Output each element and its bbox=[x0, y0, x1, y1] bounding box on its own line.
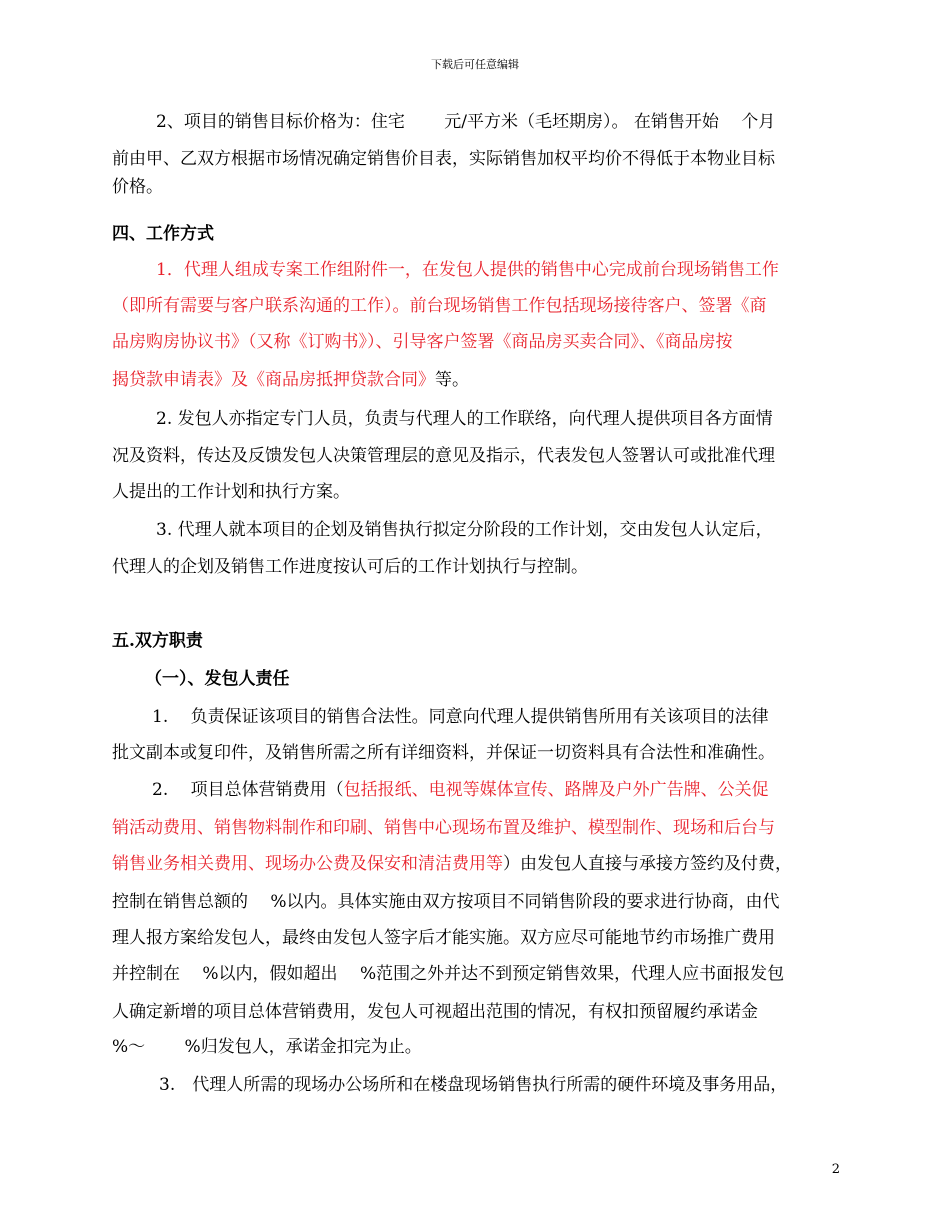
text-segment: 1. 负责保证该项目的销售合法性。同意向代理人提供销售所用有关该项目的法律 bbox=[152, 707, 769, 727]
text-segment: 2. 项目总体营销费用（ bbox=[152, 780, 344, 800]
highlighted-text: 1．代理人组成专案工作组附件一，在发包人提供的销售中心完成前台现场销售工作 bbox=[156, 260, 779, 280]
text-line bbox=[112, 892, 852, 912]
text-segment: 况及资料，传达及反馈发包人决策管理层的意见及指示，代表发包人签署认可或批准代理 bbox=[112, 446, 775, 466]
text-line bbox=[112, 370, 852, 390]
text-segment: 理人报方案给发包人，最终由发包人签字后才能实施。双方应尽可能地节约市场推广费用 bbox=[112, 928, 775, 948]
highlighted-text: 销售业务相关费用、现场办公费及保安和清洁费用等 bbox=[112, 854, 503, 874]
page-header: 下载后可任意编辑 bbox=[431, 58, 519, 71]
highlighted-text: 包括报纸、电视等媒体宣传、路牌及户外广告牌、公关促 bbox=[343, 780, 769, 800]
text-line bbox=[112, 1002, 852, 1022]
text-line bbox=[112, 818, 852, 838]
text-line bbox=[112, 177, 852, 197]
text-segment: 2、项目的销售目标价格为：住宅 元/平方米（毛坯期房）。 在销售开始 个月 bbox=[156, 112, 776, 132]
text-line bbox=[112, 149, 852, 169]
text-line bbox=[112, 112, 896, 132]
highlighted-text: 品房购房协议书》（又称《订购书》）、引导客户签署《商品房买卖合同》、《商品房按 bbox=[112, 332, 733, 352]
text-line bbox=[112, 482, 852, 502]
text-segment: 批文副本或复印件，及销售所需之所有详细资料，并保证一切资料具有合法性和准确性。 bbox=[112, 743, 775, 763]
text-segment: %～ %归发包人，承诺金扣完为止。 bbox=[112, 1037, 422, 1057]
section-heading bbox=[112, 669, 885, 689]
text-line bbox=[112, 520, 896, 540]
text-line bbox=[112, 296, 852, 316]
highlighted-text: 揭贷款申请表》及《商品房抵押贷款合同》 bbox=[112, 370, 435, 390]
text-segment: 人确定新增的项目总体营销费用，发包人可视超出范围的情况，有权扣预留履约承诺金 bbox=[112, 1002, 758, 1022]
text-segment: 3. 代理人就本项目的企划及销售执行拟定分阶段的工作计划，交由发包人认定后， bbox=[156, 520, 773, 540]
text-segment: （一）、发包人责任 bbox=[145, 669, 290, 689]
text-segment: 价格。 bbox=[112, 177, 163, 197]
text-line bbox=[112, 854, 852, 874]
text-line bbox=[112, 409, 896, 429]
text-line bbox=[112, 260, 896, 280]
text-line bbox=[112, 743, 852, 763]
text-segment: 2. 发包人亦指定专门人员，负责与代理人的工作联络，向代理人提供项目各方面情 bbox=[156, 409, 773, 429]
text-line bbox=[112, 1075, 899, 1095]
text-segment: 3. 代理人所需的现场办公场所和在楼盘现场销售执行所需的硬件环境及事务用品， bbox=[159, 1075, 788, 1095]
text-segment: 等。 bbox=[435, 370, 469, 390]
text-segment: 代理人的企划及销售工作进度按认可后的工作计划执行与控制。 bbox=[112, 557, 588, 577]
text-segment: 五.双方职责 bbox=[112, 631, 203, 651]
text-line bbox=[112, 446, 852, 466]
highlighted-text: 销活动费用、销售物料制作和印刷、销售中心现场布置及维护、模型制作、现场和后台与 bbox=[112, 818, 775, 838]
highlighted-text: （即所有需要与客户联系沟通的工作）。前台现场销售工作包括现场接待客户、签署《商 bbox=[112, 296, 767, 316]
text-line bbox=[112, 332, 852, 352]
text-segment: ）由发包人直接与承接方签约及付费， bbox=[503, 854, 792, 874]
text-line bbox=[112, 557, 852, 577]
text-line bbox=[112, 707, 892, 727]
text-segment: 并控制在 %以内，假如超出 %范围之外并达不到预定销售效果，代理人应书面报发包 bbox=[112, 964, 785, 984]
text-segment: 四、工作方式 bbox=[112, 224, 214, 244]
page-number: 2 bbox=[831, 1162, 840, 1177]
text-segment: 前由甲、乙双方根据市场情况确定销售价目表，实际销售加权平均价不得低于本物业目标 bbox=[112, 149, 775, 169]
text-segment: 人提出的工作计划和执行方案。 bbox=[112, 482, 350, 502]
text-line bbox=[112, 1037, 852, 1057]
section-heading bbox=[112, 224, 852, 244]
text-segment: 控制在销售总额的 %以内。具体实施由双方按项目不同销售阶段的要求进行协商，由代 bbox=[112, 892, 780, 912]
text-line bbox=[112, 964, 852, 984]
text-line bbox=[112, 780, 892, 800]
text-line bbox=[112, 928, 852, 948]
section-heading bbox=[112, 631, 852, 651]
